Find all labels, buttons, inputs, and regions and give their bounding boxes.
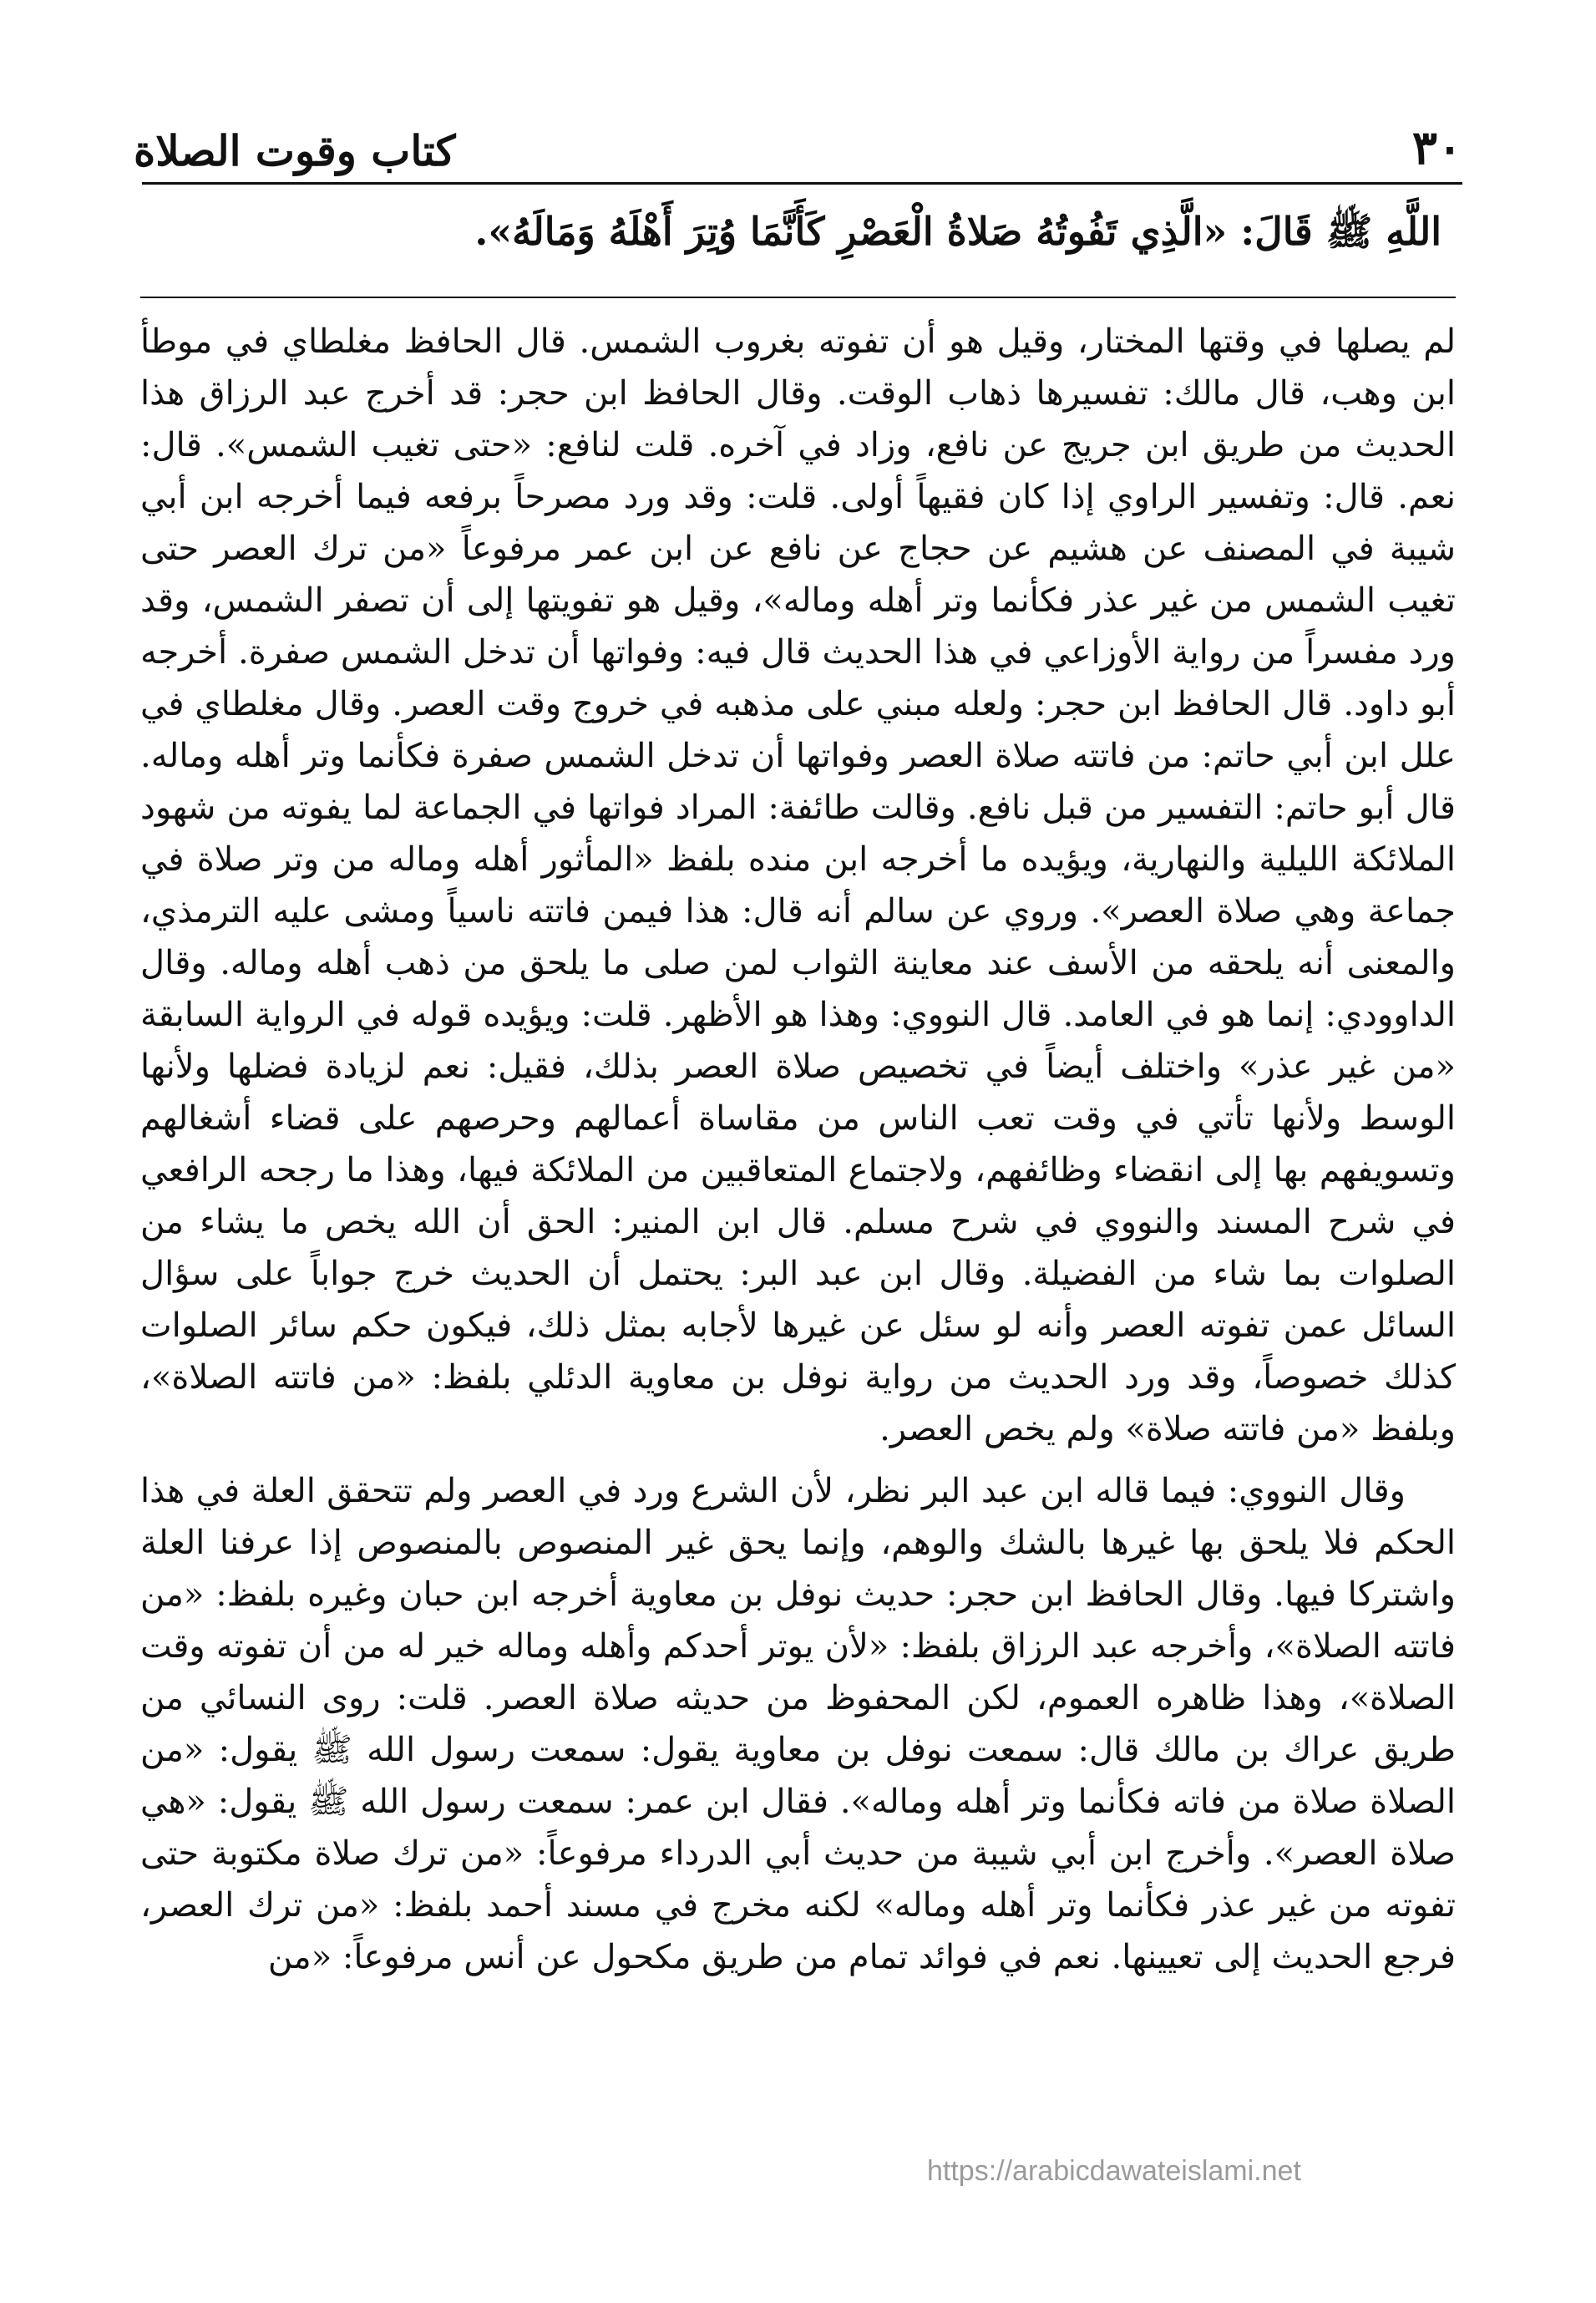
watermark-url: https://arabicdawateislami.net [927, 2155, 1301, 2187]
footnote-rule [140, 297, 1456, 298]
commentary-paragraph: وقال النووي: فيما قاله ابن عبد البر نظر، لأن الشرع ورد في العصر ولم تتحقق العلة في هذا الحكم فلا يلحق بها غيرها بالشك والوهم، وإنما يحق غير المنصوص بالمنصوص إذا عرفنا العلة واشتركا فيها. وقال الحافظ ابن حجر: حديث نوفل بن معاوية أخرجه ابن حبان وغيره بلفظ: «من فاتته الصلاة»، وأخرجه عبد الرزاق بلفظ: «لأن يوتر أحدكم وأهله وماله خير له من أن تفوته وقت الصلاة»، وهذا ظاهره العموم، لكن المحفوظ من حديثه صلاة العصر. قلت: روى النسائي من طريق عراك بن مالك قال: سمعت نوفل بن معاوية يقول: سمعت رسول الله ﷺ يقول: «من الصلاة صلاة من فاته فكأنما وتر أهله وماله». فقال ابن عمر: سمعت رسول الله ﷺ يقول: «هي صلاة العصر». وأخرج ابن أبي شيبة من حديث أبي الدرداء مرفوعاً: «من ترك صلاة مكتوبة حتى تفوته من غير عذر فكأنما وتر أهله وماله» لكنه مخرج في مسند أحمد بلفظ: «من ترك العصر، فرجع الحديث إلى تعيينها. نعم في فوائد تمام من طريق مكحول عن أنس مرفوعاً: «من [140, 1472, 1457, 1976]
page-number: ٣٠ [1411, 120, 1462, 175]
header-rule [142, 182, 1462, 185]
running-title: كتاب وقوت الصلاة [134, 126, 456, 175]
commentary-paragraph: لم يصلها في وقتها المختار، وقيل هو أن تفوته بغروب الشمس. قال الحافظ مغلطاي في موطأ ابن وهب، قال مالك: تفسيرها ذهاب الوقت. وقال الحافظ ابن حجر: قد أخرج عبد الرزاق هذا الحديث من طريق ابن جريج عن نافع، وزاد في آخره. قلت لنافع: «حتى تغيب الشمس». قال: نعم. قال: وتفسير الراوي إذا كان فقيهاً أولى. قلت: وقد ورد مصرحاً برفعه فيما أخرجه ابن أبي شيبة في المصنف عن هشيم عن حجاج عن نافع عن ابن عمر مرفوعاً «من ترك العصر حتى تغيب الشمس من غير عذر فكأنما وتر أهله وماله»، وقيل هو تفويتها إلى أن تصفر الشمس، وقد ورد مفسراً من رواية الأوزاعي في هذا الحديث قال فيه: وفواتها أن تدخل الشمس صفرة. أخرجه أبو داود. قال الحافظ ابن حجر: ولعله مبني على مذهبه في خروج وقت العصر. وقال مغلطاي في علل ابن أبي حاتم: من فاتته صلاة العصر وفواتها أن تدخل الشمس صفرة فكأنما وتر أهله وماله. قال أبو حاتم: التفسير من قبل نافع. وقالت طائفة: المراد فواتها في الجماعة لما يفوته من شهود الملائكة الليلية والنهارية، ويؤيده ما أخرجه ابن منده بلفظ «المأثور أهله وماله من وتر صلاة في جماعة وهي صلاة العصر». وروي عن سالم أنه قال: هذا فيمن فاتته ناسياً ومشى عليه الترمذي، والمعنى أنه يلحقه من الأسف عند معاينة الثواب لمن صلى ما يلحق من ذهب أهله وماله. وقال الداوودي: إنما هو في العامد. قال النووي: وهذا هو الأظهر. قلت: ويؤيده قوله في الرواية السابقة «من غير عذر» واختلف أيضاً في تخصيص صلاة العصر بذلك، فقيل: نعم لزيادة فضلها ولأنها الوسط ولأنها تأتي في وقت تعب الناس من مقاساة أعمالهم وحرصهم على قضاء أشغالهم وتسويفهم بها إلى انقضاء وظائفهم، ولاجتماع المتعاقبين من الملائكة فيها، وهذا ما رجحه الرافعي في شرح المسند والنووي في شرح مسلم. قال ابن المنير: الحق أن الله يخص ما يشاء من الصلوات بما شاء من الفضيلة. وقال ابن عبد البر: يحتمل أن الحديث خرج جواباً على سؤال السائل عمن تفوته العصر وأنه لو سئل عن غيرها لأجابه بمثل ذلك، فيكون حكم سائر الصلوات كذلك خصوصاً، وقد ورد الحديث من رواية نوفل بن معاوية الدئلي بلفظ: «من فاتته الصلاة»، وبلفظ «من فاتته صلاة» ولم يخص العصر. [140, 322, 1456, 1448]
page-header [134, 100, 1462, 175]
hadith-text: اللَّهِ ﷺ قَالَ: «الَّذِي تَفُوتُهُ صَلاةُ الْعَصْرِ كَأَنَّمَا وُتِرَ أَهْلَهُ وَمَالَهُ». [474, 209, 1441, 254]
commentary-body [140, 316, 1456, 1983]
